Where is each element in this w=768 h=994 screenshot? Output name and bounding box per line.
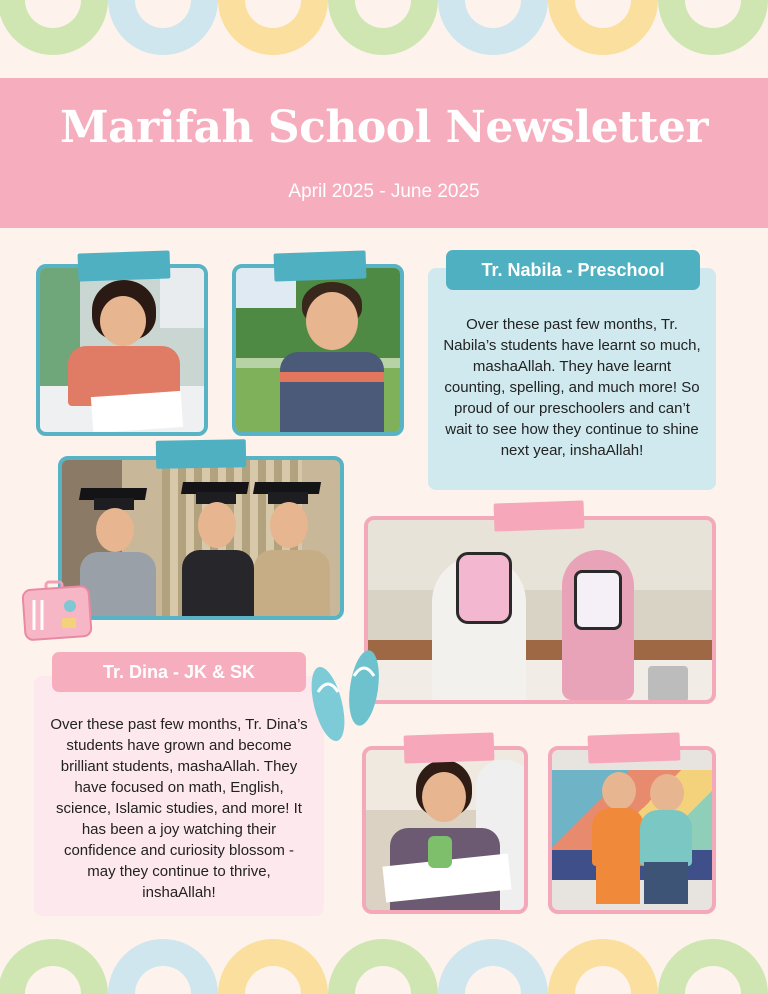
top-arch-border <box>0 0 768 60</box>
header-banner <box>0 78 768 228</box>
photo-boys-mural <box>548 746 716 914</box>
jk-sk-description: Over these past few months, Tr. Dina’s students have grown and become brilliant students, mashaAllah. They have focused on math, English, science, Islamic studies, and more! It has been a joy watching their confidence and curiosity blossom - may they continue to thrive, inshaAllah! <box>50 716 308 901</box>
photo-tape <box>588 732 681 763</box>
photo-girl-with-project <box>362 746 528 914</box>
date-range: April 2025 - June 2025 <box>288 181 480 202</box>
suitcase-icon <box>22 580 94 642</box>
photo-tape <box>78 250 171 281</box>
arch-shape <box>548 0 658 55</box>
page-title: Marifah School Newsletter <box>59 102 709 153</box>
arch-shape <box>438 0 548 55</box>
arch-shape <box>108 0 218 55</box>
photo-tape <box>156 439 246 469</box>
arch-shape <box>218 0 328 55</box>
arch-shape <box>548 939 658 994</box>
arch-shape <box>438 939 548 994</box>
preschool-text-box <box>428 268 716 490</box>
preschool-description: Over these past few months, Tr. Nabila’s students have learnt so much, mashaAllah. They have learnt counting, spelling, and much more! So proud of our preschoolers and can’t wait to see how they continue to shine next year, inshaAllah! <box>443 316 701 459</box>
photo-graduates <box>58 456 344 620</box>
photo-tape <box>494 500 585 531</box>
arch-shape <box>328 939 438 994</box>
arch-shape <box>0 0 108 55</box>
arch-shape <box>658 0 768 55</box>
arch-shape <box>658 939 768 994</box>
arch-shape <box>0 939 108 994</box>
arch-shape <box>328 0 438 55</box>
flip-flops-icon <box>306 642 388 752</box>
photo-tape <box>404 732 495 763</box>
photo-girl-writing <box>36 264 208 436</box>
arch-shape <box>218 939 328 994</box>
arch-shape <box>108 939 218 994</box>
jk-sk-heading: Tr. Dina - JK & SK <box>52 652 306 692</box>
photo-tape <box>274 250 367 281</box>
jk-sk-text-box <box>34 676 324 916</box>
bottom-arch-border <box>0 934 768 994</box>
photo-art-class <box>364 516 716 704</box>
preschool-heading: Tr. Nabila - Preschool <box>446 250 700 290</box>
photo-boy-outdoors <box>232 264 404 436</box>
